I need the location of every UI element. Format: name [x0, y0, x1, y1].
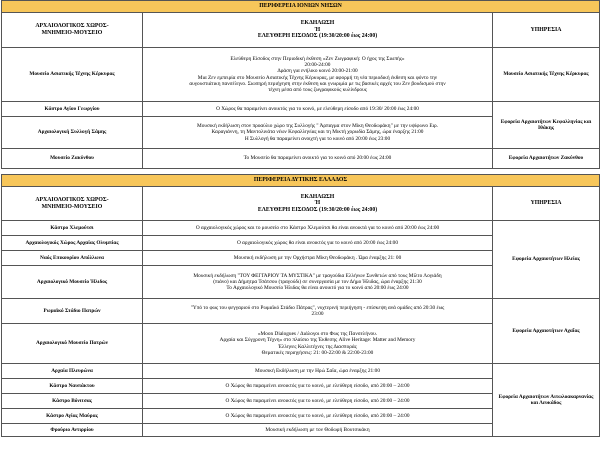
- site-name: Αρχαιολογική Συλλογή Σάμης: [2, 117, 143, 149]
- event-column-header: ΕΚΔΗΛΩΣΗ Ή ΕΛΕΥΘΕΡΗ ΕΙΣΟΔΟΣ (19:30/20:00 έως 24:00): [143, 187, 493, 221]
- event-description: "Υπό το φως του φεγγαριού στο Ρωμαϊκό Στάδιο Πάτρας", νυχτερινή περιήγηση - επίσκεψη ανά ομάδες από 20:30 έως 23:00: [143, 299, 493, 324]
- event-description: Μουσική εκδήλωση με τον Θοδωρή Βουτσικάκη: [143, 424, 493, 437]
- site-name: Κάστρο Ναυπάκτου: [2, 379, 143, 394]
- site-name: Κάστρο Χλεμούτσι: [2, 221, 143, 236]
- event-description: Ο Χώρος θα παραμείνει ανοικτός για το κοινό, με ελεύθερη είσοδο, από 20:00 – 24:00: [143, 379, 493, 394]
- event-description: Ο Χώρος θα παραμείνει ανοικτός για το κοινό, με ελεύθερη είσοδο από 19:30/ 20:00 έως 24:00: [143, 102, 493, 117]
- site-name: Αρχαιολογικό Μουσείο Πατρών: [2, 324, 143, 364]
- site-name: Κάστρο Αγίου Γεωργίου: [2, 102, 143, 117]
- site-column-header: ΑΡΧΑΙΟΛΟΓΙΚΟΣ ΧΩΡΟΣ- ΜΝΗΜΕΙΟ-ΜΟΥΣΕΙΟ: [2, 13, 143, 48]
- event-description: Ο αρχαιολογικός χώρος θα είναι ανοικτός για το κοινό από 20:00 έως 24:00: [143, 236, 493, 251]
- table-row: [2, 364, 600, 379]
- service-name: Εφορεία Αρχαιοτήτων Αχαΐας: [493, 299, 600, 364]
- site-name: Μουσείο Ασιατικής Τέχνης Κέρκυρας: [2, 48, 143, 102]
- region-header: [2, 175, 600, 187]
- table-row: [2, 221, 600, 236]
- event-description: Μουσική Εκδήλωση με την Ηρώ Σαΐα, ώρα έναρξης 21:00: [143, 364, 493, 379]
- event-description: Μουσική εκδήλωση με την Ορχήστρα Μίκη Θεοδωράκη . Ώρα έναρξης 21: 00: [143, 251, 493, 266]
- site-name: Ναός Επικουρίου Απόλλωνα: [2, 251, 143, 266]
- event-description: Ελεύθερη Είσοδος στην Περιοδική έκθεση «Ζεν Ζωγραφική: Ο ήχος της Σιωπής» 20:00-24:00 Δράση για ενήλικο κοινό 20:00-21:00 Μια Ζεν εμπειρία στο Μουσείο Ασιατικής Τέχνης Κέρκυρας, με αφορμή τη νέα περιοδική έκθεση και φόντο την αυγουστιάτικη πανσέληνο. Σιωπηρή περιήγηση στην έκθεση και γνωριμία με τις βασικές αρχές του Ζεν βουδισμού στην τέχνη μέσα από τους ζωγραφικούς κυλίνδρους: [143, 48, 493, 102]
- site-name: Φρούριο Αντιρρίου: [2, 424, 143, 437]
- column-header-row: [2, 187, 600, 221]
- event-column-header: ΕΚΔΗΛΩΣΗ Ή ΕΛΕΥΘΕΡΗ ΕΙΣΟΔΟΣ (19:30/20:00 έως 24:00): [143, 13, 493, 48]
- table-row: [2, 149, 600, 169]
- region-title: ΠΕΡΙΦΕΡΕΙΑ ΙΟΝΙΩΝ ΝΗΣΩΝ: [2, 1, 600, 13]
- table-row: [2, 48, 600, 102]
- event-description: Ο αρχαιολογικός χώρος και το μουσείο στο Κάστρο Χλεμούτσι θα είναι ανοικτά για το κοινό από 20:00 έως 24:00: [143, 221, 493, 236]
- event-description: Το Μουσείο θα παραμείνει ανοικτό για το κοινό από 20:00 έως 24:00: [143, 149, 493, 169]
- site-column-header: ΑΡΧΑΙΟΛΟΓΙΚΟΣ ΧΩΡΟΣ- ΜΝΗΜΕΙΟ-ΜΟΥΣΕΙΟ: [2, 187, 143, 221]
- site-name: Αρχαιολογικός Χώρος Αρχαίας Ολυμπίας: [2, 236, 143, 251]
- service-column-header: ΥΠΗΡΕΣΙΑ: [493, 187, 600, 221]
- event-description: Ο Χώρος θα παραμείνει ανοικτός για το κοινό, με ελεύθερη είσοδο, από 20:00 – 24:00: [143, 394, 493, 409]
- service-name: Εφορεία Αρχαιοτήτων Ηλείας: [493, 221, 600, 299]
- event-description: Μουσική εκδήλωση στον προαύλιο χώρο της Συλλογής " Άρπαγμα στον Μίκη Θεοδωράκη" με την υψίφωνο Ειρ. Καραγιάννη, τη Μαντολινάτα νέων Κεφαλληνίας και τη Μικτή χορωδία Σάμης, ώρα έναρξης 21:00 Η Συλλογή θα παραμείνει ανοιχτή για το κοινό από 20:00 έως 23:00: [143, 117, 493, 149]
- site-name: Αρχαιολογικό Μουσείο Ήλιδος: [2, 266, 143, 299]
- event-description: Ο Χώρος θα παραμείνει ανοικτός για το κοινό, με ελεύθερη είσοδο, από 20:00 – 24:00: [143, 409, 493, 424]
- site-name: Αρχαία Πλευρώνα: [2, 364, 143, 379]
- region-header: [2, 1, 600, 13]
- table-row: [2, 102, 600, 117]
- service-name: Εφορεία Αρχαιοτήτων Κεφαλληνίας και Ιθάκης: [493, 102, 600, 149]
- event-description: Μουσική εκδήλωση "ΤΟΥ ΦΕΓΓΑΡΙΟΥ ΤΑ ΜΥΣΤΙΚΑ" με τραγούδια Ελλήνων Συνθετών από τους Μίλτο Λογιάδη (πιάνο) και Δήμητρα Τσάτσου (τραγούδι) σε συνεργασία με τον Δήμο Ήλιδας, ώρα έναρξης 21:30 Το Αρχαιολογικό Μουσείο Ήλιδας θα είναι ανοικτό για το κοινό από 20:00 έως 24:00: [143, 266, 493, 299]
- service-name: Εφορεία Αρχαιοτήτων Αιτωλοακαρνανίας και Λευκάδος: [493, 364, 600, 437]
- events-table: [1, 0, 600, 437]
- region-title: ΠΕΡΙΦΕΡΕΙΑ ΔΥΤΙΚΗΣ ΕΛΛΑΔΟΣ: [2, 175, 600, 187]
- table-row: [2, 299, 600, 324]
- site-name: Ρωμαϊκό Στάδιο Πατρών: [2, 299, 143, 324]
- service-name: Εφορεία Αρχαιοτήτων Ζακύνθου: [493, 149, 600, 169]
- service-column-header: ΥΠΗΡΕΣΙΑ: [493, 13, 600, 48]
- column-header-row: [2, 13, 600, 48]
- event-description: «Moon Dialogues / Διάλογοι στο Φως της Πανσελήνου. Αρχαία και Σύγχρονη Τέχνη» στο πλαίσιο της Έκθεσης Alive Heritage: Matter and Memory Έλληνες Καλλιτέχνες της Διασποράς Θεματικές περιηγήσεις: 21: 00-22:00 & 22:00-23:00: [143, 324, 493, 364]
- site-name: Κάστρο Βόνιτσας: [2, 394, 143, 409]
- site-name: Κάστρο Αγίας Μαύρας: [2, 409, 143, 424]
- site-name: Μουσείο Ζακύνθου: [2, 149, 143, 169]
- service-name: Μουσείο Ασιατικής Τέχνης Κέρκυρας: [493, 48, 600, 102]
